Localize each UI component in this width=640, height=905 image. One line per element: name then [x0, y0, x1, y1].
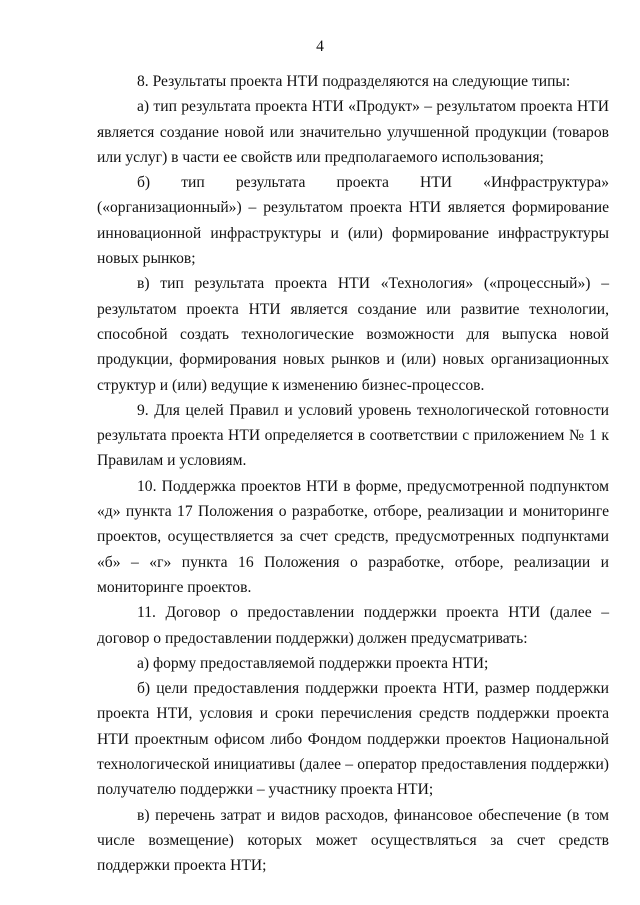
- paragraph-9: 9. Для целей Правил и условий уровень технологической готовности результата проекта НТИ определяется в соответствии с приложением № 1 к Правилам и условиям.: [97, 401, 609, 470]
- paragraph-8v: в) тип результата проекта НТИ «Технология» («процессный») – результатом проекта НТИ является создание или развитие технологии, способной создать технологические возможности для выпуска новой продукции, формирования новых рынков и (или) новых организационных структур и (или) ведущие к изменению бизнес-процессов.: [97, 275, 609, 394]
- paragraph-8b: б) тип результата проекта НТИ «Инфраструктура» («организационный») – результатом проекта НТИ является формирование инновационной инфраструктуры и (или) формирование инфраструктуры новых рынков;: [97, 174, 609, 268]
- paragraph-11a: а) форму предоставляемой поддержки проекта НТИ;: [137, 654, 489, 672]
- paragraph-8: 8. Результаты проекта НТИ подразделяются на следующие типы:: [137, 73, 571, 90]
- paragraph-10: 10. Поддержка проектов НТИ в форме, предусмотренной подпунктом «д» пункта 17 Положения о разработке, отборе, реализации и мониторинге проектов, осуществляется за счет средств, предусмотренных подпунктами «б» – «г» пункта 16 Положения о разработке, отборе, реализации и мониторинге проектов.: [97, 477, 609, 596]
- page-number: 4: [316, 38, 324, 55]
- paragraph-11b: б) цели предоставления поддержки проекта НТИ, размер поддержки проекта НТИ, условия и сроки перечисления средств поддержки проекта НТИ проектным офисом либо Фондом поддержки проектов Национальной технологической инициативы (далее – оператор предоставления поддержки) получателю поддержки – участнику проекта НТИ;: [97, 680, 609, 799]
- paragraph-11: 11. Договор о предоставлении поддержки проекта НТИ (далее – договор о предоставлении поддержки) должен предусматривать:: [97, 604, 609, 647]
- paragraph-11v: в) перечень затрат и видов расходов, финансовое обеспечение (в том числе возмещение) которых может осуществляться за счет средств поддержки проекта НТИ;: [97, 806, 609, 875]
- document-body: [97, 69, 609, 879]
- paragraph-8a: а) тип результата проекта НТИ «Продукт» – результатом проекта НТИ является создание новой или значительно улучшенной продукции (товаров или услуг) в части ее свойств или предполагаемого использования;: [97, 98, 609, 166]
